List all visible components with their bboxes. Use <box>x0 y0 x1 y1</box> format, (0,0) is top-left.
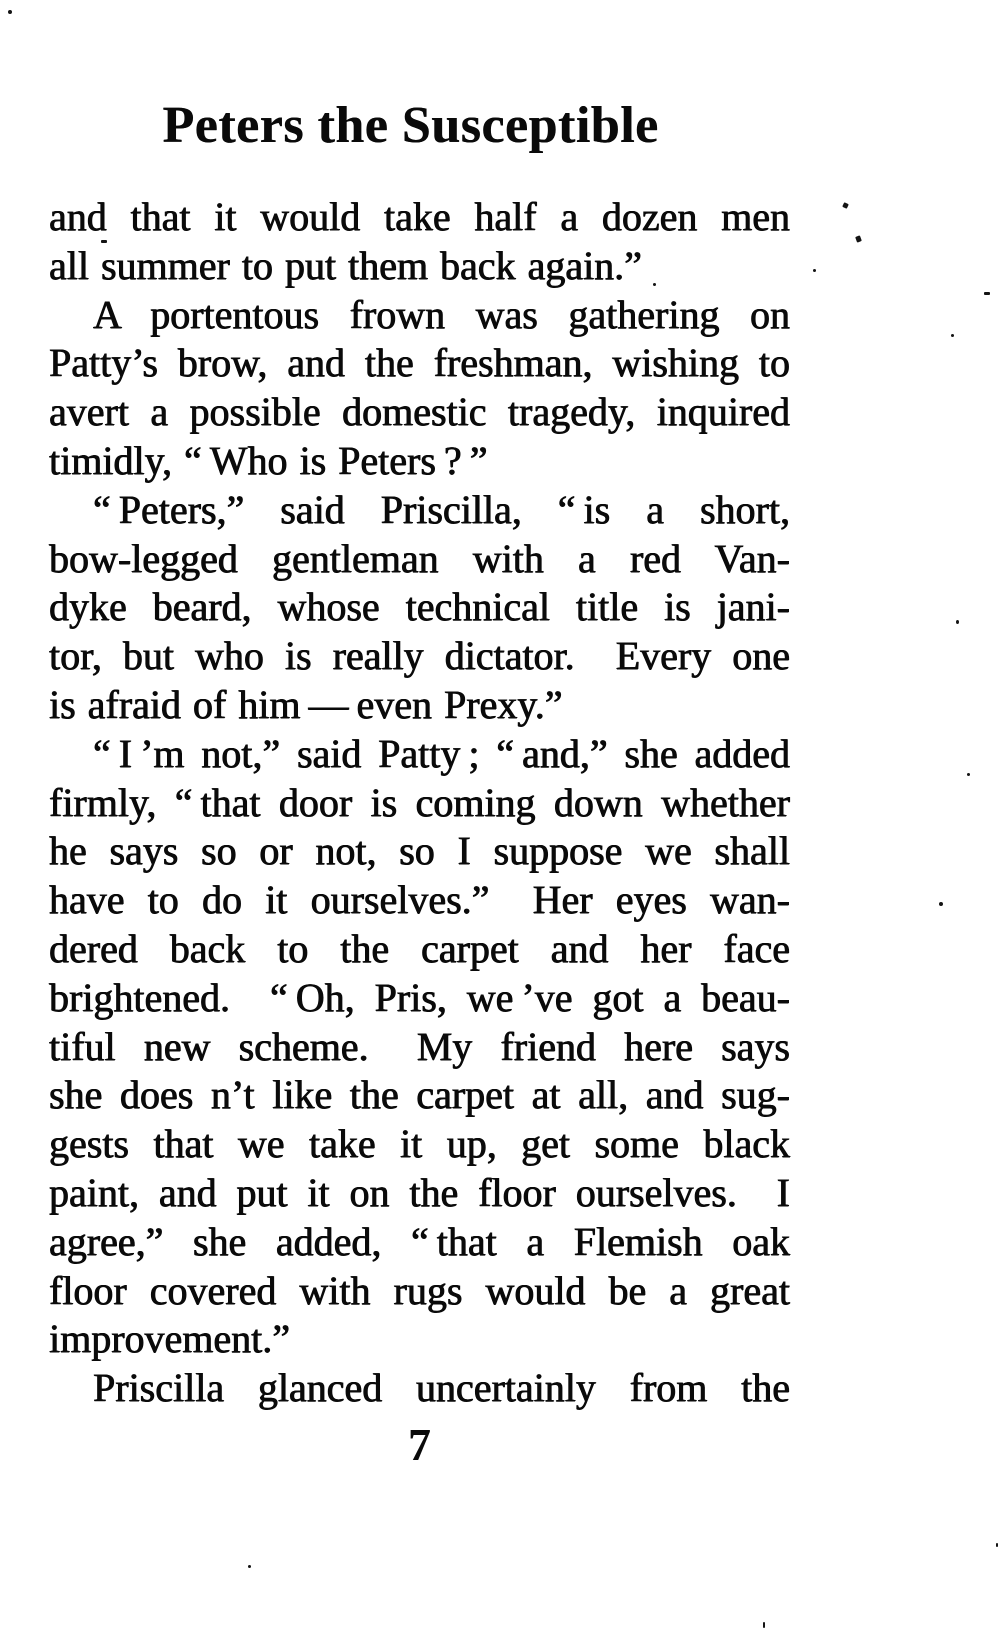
text-line: “ I ’m not,” said Patty ; “ and,” she added <box>93 730 790 776</box>
page-number: 7 <box>408 1419 431 1470</box>
scan-speck <box>984 292 990 295</box>
scan-speck <box>813 269 816 272</box>
text-line: bow-legged gentleman with a red Van- <box>49 535 790 581</box>
scan-speck <box>967 773 970 776</box>
text-line: dered back to the carpet and her face <box>49 925 790 971</box>
text-line: tiful new scheme. My friend here says <box>49 1023 790 1069</box>
text-line: timidly, “ Who is Peters ? ” <box>49 437 488 483</box>
scan-speck <box>763 1622 765 1628</box>
text-line: is afraid of him — even Prexy.” <box>49 681 563 727</box>
text-line: agree,” she added, “ that a Flemish oak <box>49 1218 790 1264</box>
text-line: brightened. “ Oh, Pris, we ’ve got a beau- <box>49 974 790 1020</box>
text-line: floor covered with rugs would be a great <box>49 1267 790 1313</box>
page-title: Peters the Susceptible <box>162 97 659 154</box>
text-line: she does n’t like the carpet at all, and sug- <box>49 1072 790 1118</box>
scan-speck <box>939 902 943 906</box>
text-line: firmly, “ that door is coming down whether <box>49 779 790 825</box>
text-line: A portentous frown was gathering on <box>93 291 790 337</box>
text-line: tor, but who is really dictator. Every one <box>49 633 790 679</box>
page-text <box>49 193 790 1413</box>
text-line: and that it would take half a dozen men <box>49 194 790 239</box>
scan-speck <box>101 240 107 243</box>
scan-speck <box>855 235 862 242</box>
text-line: have to do it ourselves.” Her eyes wan- <box>49 877 790 923</box>
text-line: he says so or not, so I suppose we shall <box>49 828 790 874</box>
scan-speck <box>8 10 12 14</box>
scan-speck <box>956 620 959 624</box>
text-line: “ Peters,” said Priscilla, “ is a short, <box>93 486 790 532</box>
text-line: gests that we take it up, get some black <box>49 1121 790 1167</box>
scan-speck <box>653 283 656 286</box>
scan-speck <box>842 202 849 209</box>
text-line: avert a possible domestic tragedy, inquired <box>49 389 790 435</box>
text-line: improvement.” <box>49 1316 291 1362</box>
text-line: Priscilla glanced uncertainly from the <box>93 1365 790 1411</box>
text-line: dyke beard, whose technical title is jani- <box>49 584 790 630</box>
text-line: all summer to put them back again.” <box>49 242 642 288</box>
scan-speck <box>248 1565 251 1568</box>
scan-speck <box>996 1543 998 1547</box>
scan-speck <box>951 334 954 337</box>
text-line: Patty’s brow, and the freshman, wishing to <box>49 340 790 386</box>
text-line: paint, and put it on the floor ourselves. I <box>49 1169 790 1215</box>
